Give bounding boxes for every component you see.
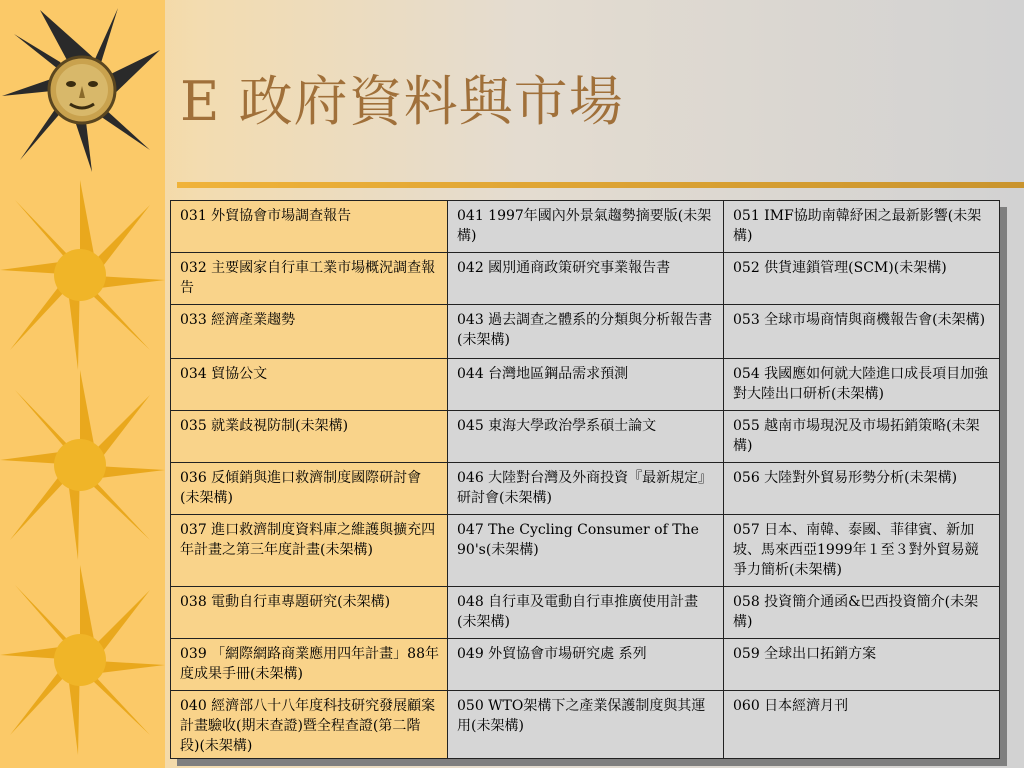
table-row <box>171 359 1000 411</box>
table-row <box>171 463 1000 515</box>
table-cell: 054 我國應如何就大陸進口成長項目加強對大陸出口研析(未架構) <box>724 359 1000 411</box>
table-cell: 058 投資簡介通函&巴西投資簡介(未架構) <box>724 587 1000 639</box>
table-cell: 036 反傾銷與進口救濟制度國際研討會(未架構) <box>171 463 448 515</box>
table-cell: 035 就業歧視防制(未架構) <box>171 411 448 463</box>
table-cell: 052 供貨連鎖管理(SCM)(未架構) <box>724 253 1000 305</box>
table-cell: 043 過去調查之體系的分類與分析報告書(未架構) <box>448 305 724 359</box>
table-cell: 060 日本經濟月刊 <box>724 691 1000 759</box>
table-cell: 047 The Cycling Consumer of The 90's(未架構) <box>448 515 724 587</box>
table-cell: 049 外貿協會市場研究處 系列 <box>448 639 724 691</box>
table-cell: 032 主要國家自行車工業市場概況調查報告 <box>171 253 448 305</box>
table-row <box>171 639 1000 691</box>
table-cell: 057 日本、南韓、泰國、菲律賓、新加坡、馬來西亞1999年１至３對外貿易競爭力簡析(未架構) <box>724 515 1000 587</box>
table-row <box>171 587 1000 639</box>
table-cell: 039 「網際網路商業應用四年計畫」88年度成果手冊(未架構) <box>171 639 448 691</box>
table-cell: 044 台灣地區鋼品需求預測 <box>448 359 724 411</box>
table-cell: 038 電動自行車專題研究(未架構) <box>171 587 448 639</box>
table-cell: 037 進口救濟制度資料庫之維護與擴充四年計畫之第三年度計畫(未架構) <box>171 515 448 587</box>
table-cell: 031 外貿協會市場調查報告 <box>171 201 448 253</box>
table-cell: 046 大陸對台灣及外商投資『最新規定』研討會(未架構) <box>448 463 724 515</box>
table-row <box>171 201 1000 253</box>
table-cell: 059 全球出口拓銷方案 <box>724 639 1000 691</box>
report-table <box>170 200 1000 759</box>
table-cell: 040 經濟部八十八年度科技研究發展顧案計畫驗收(期末查證)暨全程查證(第二階段)(未架構) <box>171 691 448 759</box>
table-cell: 034 貿協公文 <box>171 359 448 411</box>
sun-face-icon <box>0 0 165 175</box>
table-row <box>171 691 1000 759</box>
table-cell: 053 全球市場商情與商機報告會(未架構) <box>724 305 1000 359</box>
table-cell: 045 東海大學政治學系碩士論文 <box>448 411 724 463</box>
table-cell: 050 WTO架構下之產業保護制度與其運用(未架構) <box>448 691 724 759</box>
table-cell: 055 越南市場現況及市場拓銷策略(未架構) <box>724 411 1000 463</box>
table-cell: 051 IMF協助南韓紓困之最新影響(未架構) <box>724 201 1000 253</box>
slide-title: E 政府資料與市場 <box>180 70 624 133</box>
table-row <box>171 305 1000 359</box>
table-cell: 056 大陸對外貿易形勢分析(未架構) <box>724 463 1000 515</box>
sun-icon <box>0 370 165 560</box>
sun-icon <box>0 565 165 768</box>
table-row <box>171 411 1000 463</box>
table-row <box>171 515 1000 587</box>
report-table-container <box>170 200 1000 759</box>
decorative-sidebar <box>0 0 165 768</box>
table-row <box>171 253 1000 305</box>
table-cell: 042 國別通商政策研究事業報告書 <box>448 253 724 305</box>
table-cell: 048 自行車及電動自行車推廣使用計畫(未架構) <box>448 587 724 639</box>
table-cell: 041 1997年國內外景氣趨勢摘要版(未架構) <box>448 201 724 253</box>
title-divider <box>177 182 1024 188</box>
sun-icon <box>0 180 165 370</box>
table-cell: 033 經濟產業趨勢 <box>171 305 448 359</box>
